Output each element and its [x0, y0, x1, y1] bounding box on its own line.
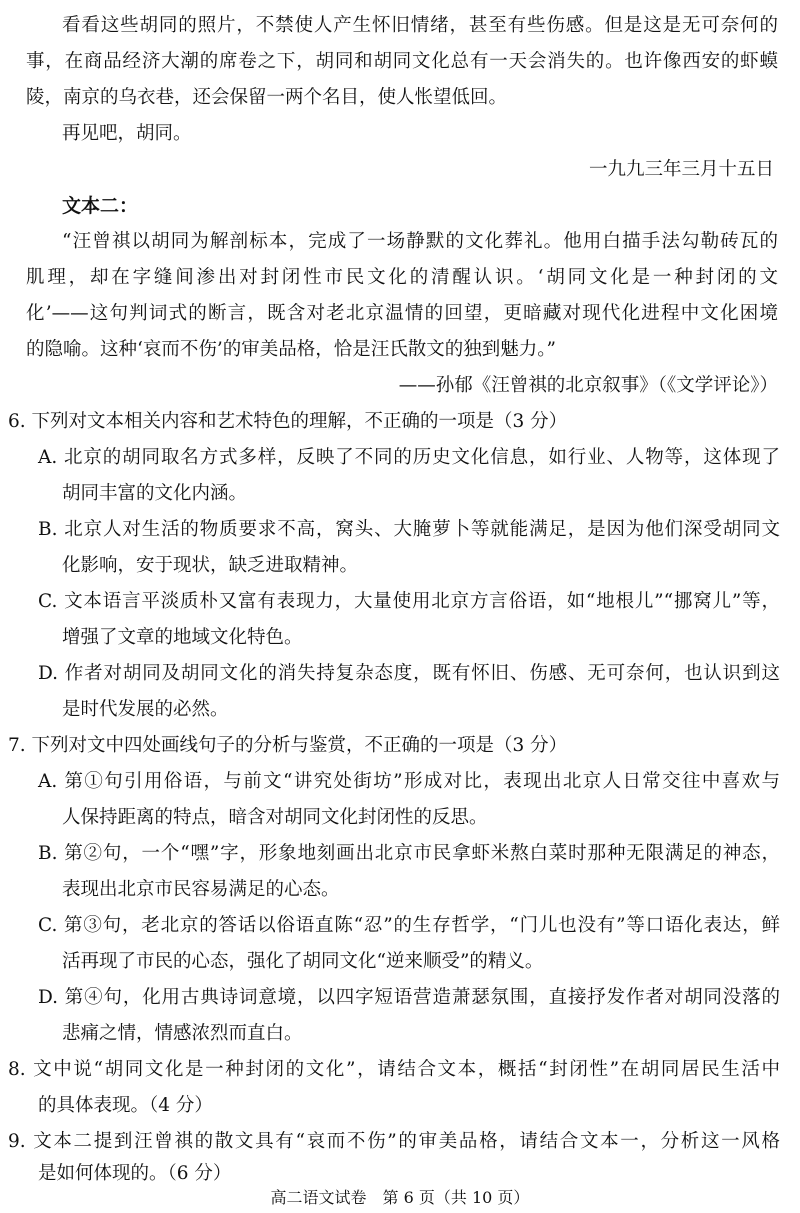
- q9-line-1: 9. 文本二提到汪曾祺的散文具有“哀而不伤”的审美品格，请结合文本一，分析这一风格: [8, 1131, 780, 1152]
- q7-option-d-cont: [0, 1016, 800, 1052]
- text2-heading-line: [0, 188, 800, 224]
- text2-line: [0, 260, 800, 296]
- text2-line-1: “汪曾祺以胡同为解剖标本，完成了一场静默的文化葬礼。他用白描手法勾勒砖瓦的: [62, 231, 778, 252]
- q6-stem-text: 6. 下列对文本相关内容和艺术特色的理解，不正确的一项是（3 分）: [8, 411, 568, 432]
- q6-option-c-cont: [0, 620, 800, 656]
- q7-option-d: [0, 980, 800, 1016]
- question-8: [0, 1052, 800, 1088]
- text2-line: [0, 296, 800, 332]
- text2-line-3: 化’——这句判词式的断言，既含对老北京温情的回望，更暗藏对现代化进程中文化困境: [26, 303, 778, 324]
- text2-line: [0, 332, 800, 368]
- q6-b-line-2: 化影响，安于现状，缺乏进取精神。: [62, 555, 359, 576]
- q6-option-a: [0, 440, 800, 476]
- text1-line: [0, 8, 800, 44]
- text1-line-3: 陵，南京的乌衣巷，还会保留一两个名目，使人怅望低回。: [26, 87, 508, 108]
- text2-line-4: 的隐喻。这种‘哀而不伤’的审美品格，恰是汪氏散文的独到魅力。”: [26, 339, 556, 360]
- q8-line-2: 的具体表现。（4 分）: [38, 1095, 213, 1116]
- question-7-stem: [0, 728, 800, 764]
- question-6-stem: [0, 404, 800, 440]
- footer-text: 高二语文试卷 第 6 页（共 10 页）: [270, 1188, 530, 1207]
- q6-option-d-cont: [0, 692, 800, 728]
- q6-d-line-1: D. 作者对胡同及胡同文化的消失持复杂态度，既有怀旧、伤感、无可奈何，也认识到这: [38, 663, 780, 684]
- q6-option-a-cont: [0, 476, 800, 512]
- q6-c-line-1: C. 文本语言平淡质朴又富有表现力，大量使用北京方言俗语，如“地根儿”“挪窝儿”等，: [38, 591, 780, 612]
- q6-d-line-2: 是时代发展的必然。: [62, 699, 229, 720]
- q7-d-line-2: 悲痛之情，情感浓烈而直白。: [62, 1023, 303, 1044]
- q7-option-b-cont: [0, 872, 800, 908]
- text2-source: [0, 368, 800, 404]
- q7-c-line-2: 活再现了市民的心态，强化了胡同文化“逆来顺受”的精义。: [62, 951, 544, 972]
- text2-line-2: 肌理，却在字缝间渗出对封闭性市民文化的清醒认识。‘胡同文化是一种封闭的文: [26, 267, 778, 288]
- text1-line-2: 事，在商品经济大潮的席卷之下，胡同和胡同文化总有一天会消失的。也许像西安的虾蟆: [26, 51, 778, 72]
- q7-option-c-cont: [0, 944, 800, 980]
- q7-stem-text: 7. 下列对文中四处画线句子的分析与鉴赏，不正确的一项是（3 分）: [8, 735, 568, 756]
- q7-b-line-1: B. 第②句，一个“嘿”字，形象地刻画出北京市民拿虾米熬白菜时那种无限满足的神态，: [38, 843, 780, 864]
- text1-line: [0, 116, 800, 152]
- q7-option-c: [0, 908, 800, 944]
- text1-date: [0, 152, 800, 188]
- q6-option-d: [0, 656, 800, 692]
- text1-line-1: 看看这些胡同的照片，不禁使人产生怀旧情绪，甚至有些伤感。但是这是无可奈何的: [62, 15, 778, 36]
- date-text: 一九九三年三月十五日: [588, 159, 774, 180]
- question-8-cont: [0, 1088, 800, 1124]
- q6-c-line-2: 增强了文章的地域文化特色。: [62, 627, 303, 648]
- q7-a-line-1: A. 第①句引用俗语，与前文“讲究处街坊”形成对比，表现出北京人日常交往中喜欢与: [38, 771, 780, 792]
- q6-option-b: [0, 512, 800, 548]
- source-text: ——孙郁《汪曾祺的北京叙事》（《文学评论》）: [398, 375, 778, 396]
- q7-c-line-1: C. 第③句，老北京的答话以俗语直陈“忍”的生存哲学，“门儿也没有”等口语化表达，鲜: [38, 915, 780, 936]
- q6-b-line-1: B. 北京人对生活的物质要求不高，窝头、大腌萝卜等就能满足，是因为他们深受胡同文: [38, 519, 780, 540]
- q6-a-line-2: 胡同丰富的文化内涵。: [62, 483, 248, 504]
- text1-line: [0, 44, 800, 80]
- q6-option-c: [0, 584, 800, 620]
- text2-heading: 文本二：: [62, 195, 139, 217]
- q7-option-a-cont: [0, 800, 800, 836]
- q7-b-line-2: 表现出北京市民容易满足的心态。: [62, 879, 340, 900]
- q6-a-line-1: A. 北京的胡同取名方式多样，反映了不同的历史文化信息，如行业、人物等，这体现了: [38, 447, 780, 468]
- text1-line: [0, 80, 800, 116]
- q7-d-line-1: D. 第④句，化用古典诗词意境，以四字短语营造萧瑟氛围，直接抒发作者对胡同没落的: [38, 987, 780, 1008]
- question-9: [0, 1124, 800, 1160]
- text2-line: [0, 224, 800, 260]
- text1-line-4: 再见吧，胡同。: [62, 123, 192, 144]
- q6-option-b-cont: [0, 548, 800, 584]
- q8-line-1: 8. 文中说“胡同文化是一种封闭的文化”，请结合文本，概括“封闭性”在胡同居民生活中: [8, 1059, 780, 1080]
- q7-option-b: [0, 836, 800, 872]
- q7-option-a: [0, 764, 800, 800]
- q7-a-line-2: 人保持距离的特点，暗含对胡同文化封闭性的反思。: [62, 807, 488, 828]
- q9-line-2: 是如何体现的。（6 分）: [38, 1163, 232, 1184]
- question-9-cont-line: [0, 1156, 800, 1192]
